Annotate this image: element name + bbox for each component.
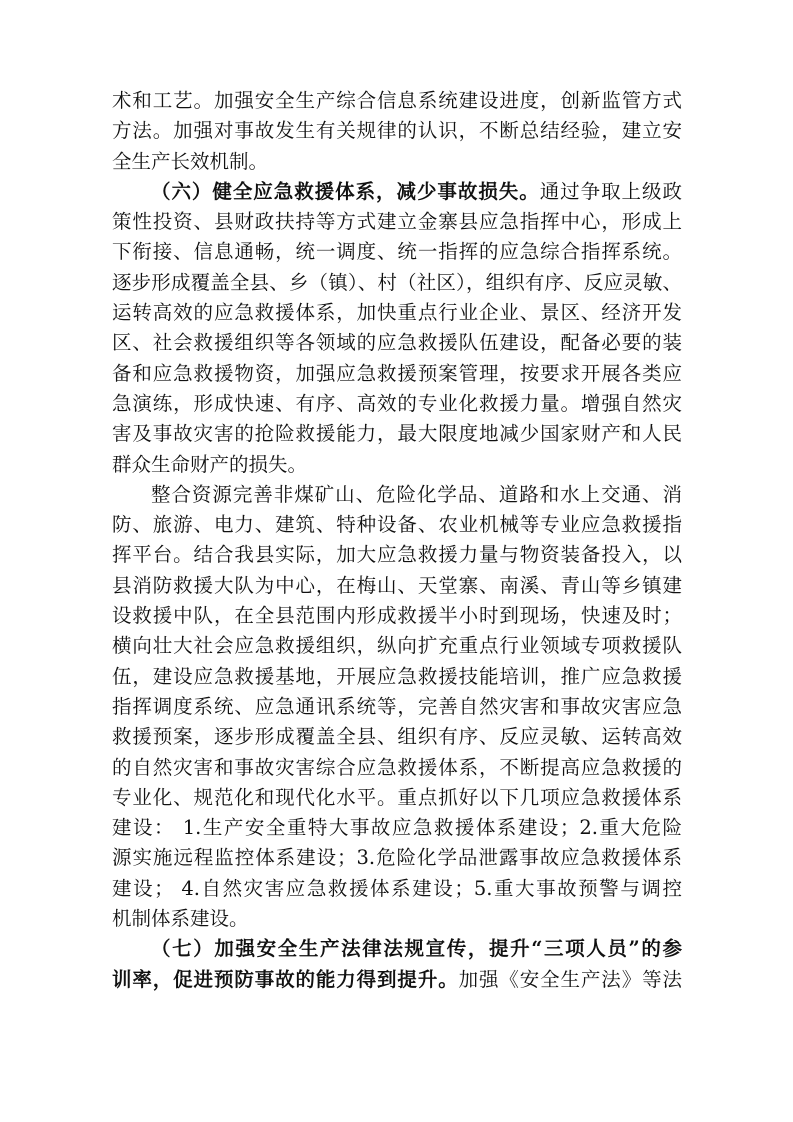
text-segment: 通过争取上级政 [539,179,682,203]
text-segment: 备和应急救援物资，加强应急救援预案管理，按要求开展各类应 [112,361,682,385]
text-line [112,813,682,843]
paragraph-p2 [112,177,682,480]
text-segment: 运转高效的应急救援体系，加快重点行业企业、景区、经济开发 [112,301,682,325]
text-segment: 横向壮大社会应急救援组织，纵向扩充重点行业领域专项救援队 [112,634,682,658]
text-line [112,328,682,358]
text-line [112,177,682,207]
text-segment: 区、社会救援组织等各领域的应急救援队伍建设，配备必要的装 [112,331,682,355]
text-segment: 建设： 1.生产安全重特大事故应急救援体系建设；2.重大危险 [112,816,682,840]
text-line [112,934,682,964]
text-segment: 建设； 4.自然灾害应急救援体系建设；5.重大事故预警与调控 [112,876,682,900]
text-segment: 的自然灾害和事故灾害综合应急救援体系，不断提高应急救援的 [112,755,682,779]
text-line [112,510,682,540]
text-line [112,874,682,904]
bold-heading-text: （六）健全应急救援体系，减少事故损失。 [151,179,540,203]
bold-heading-text: 训率，促进预防事故的能力得到提升。 [112,967,459,991]
text-line [112,965,682,995]
text-segment: 急演练，形成快速、有序、高效的专业化救援力量。增强自然灾 [112,391,682,415]
text-line [112,480,682,510]
text-line [112,207,682,237]
text-line [112,692,682,722]
text-line [112,419,682,449]
text-line [112,662,682,692]
text-line [112,753,682,783]
text-segment: 机制体系建设。 [112,907,249,931]
text-segment: 害及事故灾害的抢险救援能力，最大限度地减少国家财产和人民 [112,422,682,446]
text-line [112,268,682,298]
text-line [112,359,682,389]
text-segment: 县消防救援大队为中心，在梅山、天堂寨、南溪、青山等乡镇建 [112,573,682,597]
text-segment: 专业化、规范化和现代化水平。重点抓好以下几项应急救援体系 [112,785,682,809]
text-segment: 整合资源完善非煤矿山、危险化学品、道路和水上交通、消 [151,482,682,506]
text-segment: 方法。加强对事故发生有关规律的认识，不断总结经验，建立安 [112,119,682,143]
text-line [112,389,682,419]
text-line [112,904,682,934]
text-line [112,631,682,661]
paragraph-p4 [112,934,682,995]
text-segment: 设救援中队，在全县范围内形成救援半小时到现场，快速及时； [112,604,682,628]
text-segment: 救援预案，逐步形成覆盖全县、组织有序、反应灵敏、运转高效 [112,725,682,749]
text-line [112,722,682,752]
text-segment: 加强《安全生产法》等法 [458,967,682,991]
bold-heading-text: （七）加强安全生产法律法规宣传，提升“三项人员”的参 [151,937,682,961]
paragraph-p3 [112,480,682,934]
text-segment: 源实施远程监控体系建设；3.危险化学品泄露事故应急救援体系 [112,846,682,870]
text-segment: 伍，建设应急救援基地，开展应急救援技能培训，推广应急救援 [112,664,682,688]
text-line [112,540,682,570]
text-segment: 术和工艺。加强安全生产综合信息系统建设进度，创新监管方式 [112,89,682,112]
text-segment: 指挥调度系统、应急通讯系统等，完善自然灾害和事故灾害应急 [112,694,682,718]
text-line [112,116,682,146]
text-segment: 群众生命财产的损失。 [112,452,308,476]
text-line [112,237,682,267]
text-segment: 策性投资、县财政扶持等方式建立金寨县应急指挥中心，形成上 [112,210,682,234]
text-segment: 逐步形成覆盖全县、乡（镇）、村（社区），组织有序、反应灵敏、 [112,270,682,294]
text-line [112,571,682,601]
text-segment: 下衔接、信息通畅，统一调度、统一指挥的应急综合指挥系统。 [112,240,682,264]
text-segment: 防、旅游、电力、建筑、特种设备、农业机械等专业应急救援指 [112,513,682,537]
text-line [112,147,682,177]
text-line [112,843,682,873]
body-text [112,86,682,995]
text-line [112,86,682,116]
text-segment: 全生产长效机制。 [112,149,269,173]
paragraph-p1 [112,86,682,177]
text-line [112,298,682,328]
text-line [112,601,682,631]
text-segment: 挥平台。结合我县实际，加大应急救援力量与物资装备投入，以 [112,543,682,567]
text-line [112,450,682,480]
text-line [112,783,682,813]
